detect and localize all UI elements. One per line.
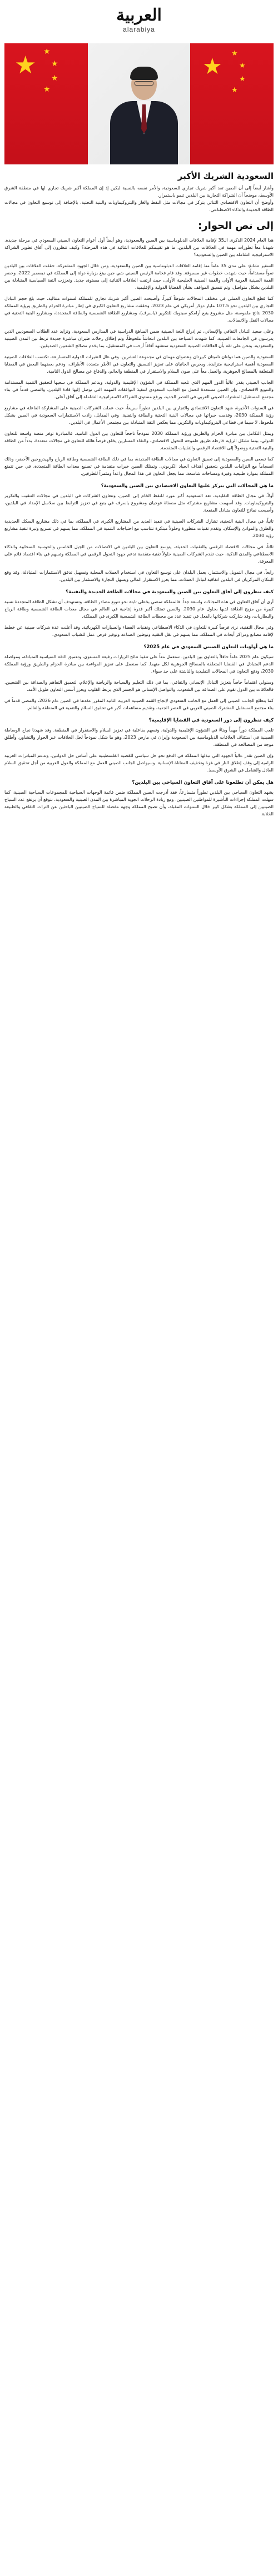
interview-section-title: إلى نص الحوار: [198, 220, 274, 232]
interview-question: ما هي المجالات التي يتركز عليها التعاون الاقتصادي بين الصين والسعودية؟ [101, 483, 274, 489]
article-paragraph: وعلى صعيد التبادل الثقافي والإنساني، تم إدراج اللغة الصينية ضمن المناهج الدراسية في المدارس السعودية، وتزايد عدد الطلاب السعوديين الذين يدرسون في الجامعات الصينية، كما شهدت السياحة بين البلدين انتعاشاً ملحوظاً، وتم إطلاق رحلات طيران مباشرة جديدة تربط بين المدن الصينية والسعودية. ونحن على ثقة بأن العلاقات الصينية السعودية ستشهد آفاقاً أرحب في المستقبل، بما يخدم مصالح الشعبين الصديقين. [4, 329, 274, 348]
article-paragraph: كما قطع التعاون العملي في مختلف المجالات شوطاً كبيراً، وأصبحت الصين أكبر شريك تجاري للمملكة لسنوات متتالية، حيث بلغ حجم التبادل التجاري بين البلدين نحو 107.5 مليار دولار أمريكي في عام 2023. وحققت مشاريع التعاون الكبرى في إطار مبادرة الحزام والطريق ورؤية المملكة 2030 نتائج ملموسة، مثل مشروع ينبع أرامكو سينوبك للتكرير (ياسرف)، ومشاريع الطاقة الشمسية والطاقة المتجددة، ومشاريع البنية التحتية في مجالات النقل والاتصالات. [4, 296, 274, 323]
lead-section [4, 170, 274, 213]
article-body [4, 237, 274, 827]
interview-question: كيف تنظرون إلى دور السعودية في القضايا الإقليمية؟ [148, 718, 274, 723]
article-page [0, 0, 278, 827]
article-paragraph: هذا العام 2024 الذكرى الـ35 لإقامة العلاقات الدبلوماسية بين الصين والسعودية، وهو أيضاً أول أعوام التعاون الصيني السعودي في مرحلة جديدة. شهدنا معاً تطورات مهمة في العلاقات بين البلدين. ما هو تقييمكم للعلاقات الثنائية في هذه المرحلة؟ وكيف تنظرون إلى آفاق تطوير الشراكة الاستراتيجية الشاملة بين الصين والسعودية؟ [4, 238, 274, 257]
article-paragraph: ثالثاً، في مجالات الاقتصاد الرقمي والتقنيات الحديثة، يتوسع التعاون بين البلدين في الاتصالات من الجيل الخامس والحوسبة السحابية والذكاء الاصطناعي والمدن الذكية، حيث تقدم الشركات الصينية حلولاً تقنية متقدمة تدعم جهود التحول الرقمي في المملكة وتسهم في بناء اقتصاد قائم على المعرفة. [4, 544, 274, 564]
lead-paragraph: وأشار أيضاً إلى أن الصين تعد أكبر شريك تجاري للسعودية، والأمر نفسه بالنسبة لبكين إذ إن المملكة أكبر شريك تجاري لها في منطقة الشرق الأوسط، موضحاً أن الشراكة التجارية بين البلدين تنمو باستمرار. وأوضح أن التعاون الاقتصادي الثنائي يتركز في مجالات مثل النفط والغاز والبتروكيماويات والبنية التحتية، بالإضافة إلى توسيع التعاون في مجالات الطاقة الجديدة والذكاء الاصطناعي. [4, 186, 274, 212]
site-logo-latin: alarabiya [123, 26, 155, 33]
china-flag-left: ★ ★ ★ ★ ★ [4, 43, 88, 164]
article-paragraph: ويمثل التكامل بين مبادرة الحزام والطريق ورؤية المملكة 2030 نموذجاً ناجحاً للتعاون بين الدول النامية. فالمبادرة توفر منصة واسعة للتعاون الدولي، بينما تشكل الرؤية خارطة طريق طموحة للتحول الاقتصادي، والتقاء المسارين يخلق فرصاً هائلة للتعاون في مجالات متعددة، بدءاً من الطاقة والبنية التحتية ووصولاً إلى الاقتصاد الرقمي والتقنيات المتقدمة. [4, 431, 274, 450]
china-flag-right: ★ ★ ★ ★ ★ [190, 43, 274, 164]
hero-image [4, 43, 274, 164]
article-paragraph: أولاً، في مجال الطاقة التقليدية، تعد السعودية أكبر مورد للنفط الخام إلى الصين، وتتعاون الشركات في البلدين في مجالات التنقيب والتكرير والبتروكيماويات. وقد أسهمت مشاريع مشتركة مثل مصفاة فوجيان ومشروع ياسرف في ينبع في تعزيز الترابط بين سلاسل الإمداد في البلدين، وأصبحت نماذج للتعاون متبادل المنفعة. [4, 493, 274, 513]
article-paragraph: سيكون عام 2025 عاماً حافلاً بالتعاون بين البلدين. سنعمل معاً على تنفيذ نتائج الزيارات رفيعة المستوى، وتعميق الثقة السياسية المتبادلة، ومواصلة الدعم المتبادل في القضايا المتعلقة بالمصالح الجوهرية لكل منهما. كما سنعمل على تعزيز المواءمة بين مبادرة الحزام والطريق ورؤية المملكة 2030، ودفع التعاون في المجالات التقليدية والناشئة على حد سواء. [4, 654, 274, 674]
lead-title: السعودية الشريك الأكبر [177, 171, 274, 181]
article-paragraph: رابعاً، في مجال التمويل والاستثمار، يعمل البلدان على توسيع التعاون في استخدام العملات المحلية وتسهيل تدفق الاستثمارات المتبادلة، وقد وقع البنكان المركزيان في البلدين اتفاقية لتبادل العملات، مما يعزز الاستقرار المالي ويسهل التجارة والاستثمار بين البلدين. [4, 570, 274, 582]
article-paragraph: وفي مجال التقنية، نرى فرصاً كبيرة للتعاون في الذكاء الاصطناعي وتقنيات الفضاء والسيارات الكهربائية. وقد أعلنت عدة شركات صينية عن خطط لإقامة مصانع ومراكز أبحاث في المملكة، مما يسهم في نقل التقنية وتوطين الصناعة وتوفير فرص عمل للشباب السعودي. [4, 625, 274, 637]
interview-question: كيف تنظرون إلى آفاق التعاون بين الصين والسعودية في مجالات الطاقة الجديدة والتقنية؟ [66, 589, 274, 595]
interview-question: ما هي أولويات التعاون الصيني السعودي في عام 2025؟ [143, 644, 274, 650]
article-paragraph: أرى أن آفاق التعاون في هذه المجالات واسعة جداً. فالمملكة تمضي بخطى ثابتة نحو تنويع مصادر الطاقة، وتستهدف أن تشكل الطاقة المتجددة نسبة كبيرة من مزيج الطاقة لديها بحلول عام 2030. والصين تمتلك أكبر قدرة إنتاجية في العالم في مجال معدات الطاقة الشمسية وطاقة الرياح والبطاريات، وقد شاركت شركاتها بالفعل في تنفيذ عدد من محطات الطاقة الشمسية الكبرى في المملكة. [4, 599, 274, 619]
article-paragraph: السفير تشانغ: على مدى 35 عاماً منذ إقامة العلاقات الدبلوماسية بين الصين والسعودية، ومن خلال الجهود المشتركة، حققت العلاقات بين البلدين نمواً مستداماً، حيث شهدت خطوات غير مسبوقة. وقد قام فخامة الرئيس الصيني شي جين بينغ بزيارة دولة إلى المملكة في ديسمبر 2022، وحضر القمة الصينية العربية الأولى والقمة الصينية الخليجية الأولى، حيث ارتقت العلاقات الثنائية إلى مستوى جديد. وتعززت الثقة السياسية المتبادلة بين البلدين بشكل متواصل، وتم تنسيق المواقف بشأن القضايا الدولية والإقليمية. [4, 263, 274, 290]
article-paragraph: في السنوات الأخيرة، شهد التعاون الاقتصادي والتجاري بين البلدين تطوراً سريعاً، حيث عملت الشركات الصينية على المشاركة الفاعلة في مشاريع رؤية المملكة 2030، وقدمت خبراتها في مجالات البنية التحتية والطاقة والتقنية. وفي المقابل، زادت الاستثمارات السعودية في الصين بشكل ملحوظ، لا سيما في قطاعي البتروكيماويات والتكرير، مما يعكس الثقة المتبادلة بين مجتمعي الأعمال في البلدين. [4, 405, 274, 425]
article-paragraph: الجانب الصيني يقدر عالياً الدور المهم الذي تلعبه المملكة في الشؤون الإقليمية والدولية، ويدعم المملكة في سعيها لتحقيق التنمية المستدامة والتنويع الاقتصادي. وإن الصين مستعدة للعمل مع الجانب السعودي لتنفيذ التوافقات المهمة التي توصل إليها قادة البلدين، والمضي قدماً في بناء مجتمع المستقبل المشترك الصيني العربي في العصر الجديد، ورفع مستوى الشراكة الاستراتيجية الشاملة إلى آفاق أعلى. [4, 380, 274, 399]
article-paragraph: تلعب المملكة دوراً مهماً وبناءً في الشؤون الإقليمية والدولية، وتسهم بفاعلية في تعزيز السلام والاستقرار في المنطقة. وقد شهدنا نجاح الوساطة الصينية في استئناف العلاقات الدبلوماسية بين السعودية وإيران في مارس 2023، وهو ما شكل نموذجاً لحل الخلافات عبر الحوار والتشاور، وأطلق موجة من المصالحة في المنطقة. [4, 728, 274, 747]
ambassador-portrait [110, 69, 178, 164]
article-paragraph: وإن الصين تقدر عالياً الجهود التي تبذلها المملكة في الدفع نحو حل سياسي للقضية الفلسطينية على أساس حل الدولتين، وتدعم المبادرات العربية الرامية إلى وقف إطلاق النار في غزة وتخفيف المعاناة الإنسانية. وسيواصل الجانب الصيني العمل مع المملكة والدول العربية من أجل تحقيق السلام العادل والشامل في الشرق الأوسط. [4, 753, 274, 773]
article-paragraph: كما تسعى الصين والسعودية إلى تعميق التعاون في مجالات الطاقة الجديدة، بما في ذلك الطاقة الشمسية وطاقة الرياح والهيدروجين الأخضر، وذلك انسجاماً مع التزامات البلدين بتحقيق أهداف الحياد الكربوني. وتمتلك الصين خبرات متقدمة في تصنيع معدات الطاقة المتجددة، في حين تتمتع المملكة بموارد طبيعية وفيرة ومساحات شاسعة، مما يجعل التعاون في هذا المجال واعداً ومثمراً للطرفين. [4, 457, 274, 476]
site-logo[interactable]: العربية [116, 6, 162, 25]
interview-question: هل يمكن أن تطلعونا على آفاق التعاون السياحي بين البلدين؟ [132, 780, 274, 785]
article-paragraph: ثانياً، في مجال البنية التحتية، تشارك الشركات الصينية في تنفيذ العديد من المشاريع الكبرى في المملكة، بما في ذلك مشاريع السكك الحديدية والطرق والموانئ والإسكان، وتقدم تقنيات متطورة وحلولاً مبتكرة تتناسب مع احتياجات التنمية في المملكة، مما يسهم في تسريع وتيرة تنفيذ مشاريع رؤية 2030. [4, 519, 274, 538]
article-paragraph: وسنولي اهتماماً خاصاً بتعزيز التبادل الإنساني والثقافي، بما في ذلك التعليم والسياحة والرياضة والإعلام، لتعميق التفاهم والصداقة بين الشعبين. فالعلاقات بين الدول تقوم على الصداقة بين الشعوب، والتواصل الإنساني هو الجسر الذي يربط القلوب ويعزز أسس التعاون طويل الأمد. [4, 680, 274, 692]
article-paragraph: يشهد التعاون السياحي بين البلدين تطوراً متسارعاً، فقد أدرجت الصين المملكة ضمن قائمة الوجهات السياحية للمجموعات السياحية الصينية، كما سهلت المملكة إجراءات التأشيرة للمواطنين الصينيين. ومع زيادة الرحلات الجوية المباشرة بين المدن الصينية والسعودية، نتوقع أن يرتفع عدد السياح الصينيين إلى المملكة بشكل كبير خلال السنوات المقبلة، وأن تصبح المملكة وجهة مفضلة للسياح الصينيين الباحثين عن التراث الثقافي والطبيعة الخلابة. [4, 790, 274, 816]
article-paragraph: كما يتطلع الجانب الصيني إلى العمل مع الجانب السعودي لإنجاح القمة الصينية العربية الثانية المقرر عقدها في الصين عام 2026، والمضي قدماً في بناء مجتمع المستقبل المشترك الصيني العربي في العصر الجديد، وتقديم مساهمات أكبر في تحقيق السلام والتنمية في المنطقة والعالم. [4, 698, 274, 710]
article-paragraph: السعودية والصين هما دولتان ناميتان كبيرتان وعضوان مهمان في مجموعة العشرين. وفي ظل التغيرات الدولية المتسارعة، تكتسب العلاقات الصينية السعودية أهمية استراتيجية متزايدة. ويحرص الجانبان على تعزيز التنسيق والتعاون في الأطر متعددة الأطراف، ودعم بعضهما البعض في القضايا المتعلقة بالمصالح الجوهرية، والعمل معاً على صون السلام والاستقرار في المنطقة والعالم، والدفاع عن مصالح الدول النامية. [4, 354, 274, 374]
site-header [4, 0, 274, 42]
